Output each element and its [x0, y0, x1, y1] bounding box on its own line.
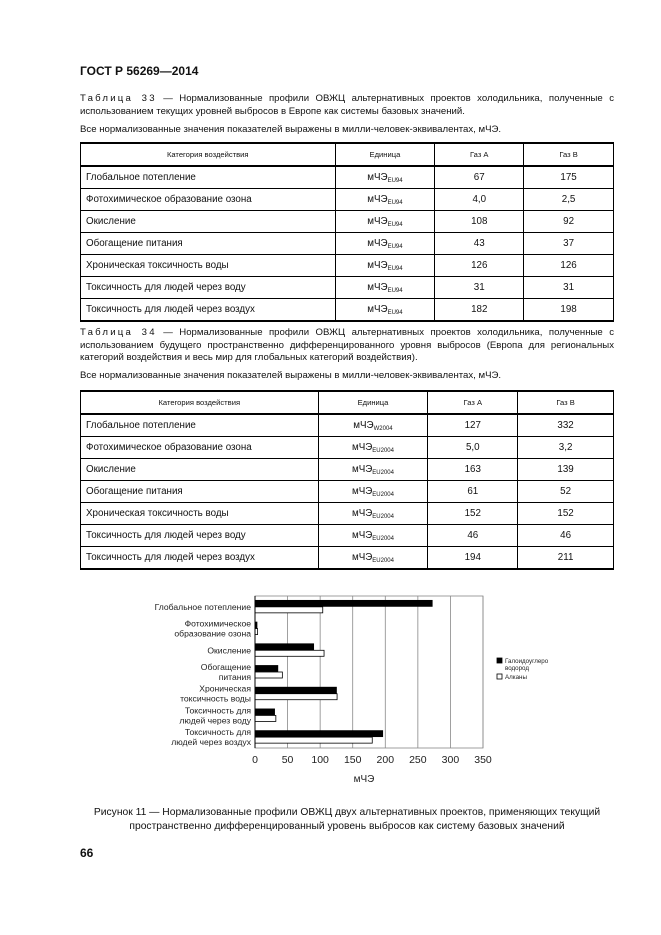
unit-base: мЧЭ — [351, 463, 373, 475]
bar-series1 — [255, 731, 383, 737]
table34-header-category: Категория воздействия — [81, 391, 319, 414]
table33-cell-gas-a: 182 — [435, 299, 524, 322]
table34-row — [81, 481, 614, 503]
table34-cell-unit — [318, 547, 428, 570]
table33-cell-gas-b: 2,5 — [524, 189, 614, 211]
table33-row — [81, 299, 614, 322]
table33-header-unit: Единица — [335, 143, 435, 166]
table33-cell-unit — [335, 277, 435, 299]
unit-subscript: EU94 — [387, 265, 403, 272]
table34-row — [81, 525, 614, 547]
table34-cell-unit — [318, 459, 428, 481]
table33-cell-gas-a: 4,0 — [435, 189, 524, 211]
table34-cell-gas-b: 46 — [518, 525, 614, 547]
bar-series1 — [255, 644, 314, 650]
table34-cell-gas-b: 3,2 — [518, 437, 614, 459]
table34-cell-unit — [318, 437, 428, 459]
unit-base: мЧЭ — [367, 237, 388, 249]
table34 — [80, 390, 614, 570]
table34-header-unit: Единица — [318, 391, 428, 414]
x-axis-label: мЧЭ — [353, 774, 375, 785]
table33-row — [81, 166, 614, 189]
table33-cell-category: Фотохимическое образование озона — [81, 189, 336, 211]
table33-header-gas-b: Газ В — [524, 143, 614, 166]
table33-cell-unit — [335, 189, 435, 211]
table33-cell-category: Токсичность для людей через воздух — [81, 299, 336, 322]
table33-row — [81, 255, 614, 277]
unit-base: мЧЭ — [351, 529, 373, 541]
table33 — [80, 142, 614, 322]
table34-note: Все нормализованные значения показателей выражены в милли-человек-эквивалентах, мЧЭ. — [80, 370, 502, 381]
table34-caption-label: Таблица 34 — [80, 327, 157, 338]
unit-subscript: EU94 — [387, 177, 403, 184]
table33-cell-gas-b: 37 — [524, 233, 614, 255]
table33-header-row — [81, 143, 614, 166]
unit-subscript: EU2004 — [372, 447, 394, 454]
x-tick-label: 300 — [441, 754, 460, 766]
page-number: 66 — [80, 846, 94, 860]
table33-cell-gas-a: 108 — [435, 211, 524, 233]
table34-caption — [80, 327, 614, 365]
bar-series1 — [255, 709, 275, 715]
unit-base: мЧЭ — [367, 303, 388, 315]
x-tick-label: 100 — [311, 754, 329, 766]
bar-series2 — [255, 694, 337, 700]
unit-base: мЧЭ — [351, 485, 373, 497]
legend-swatch — [497, 658, 502, 663]
table34-cell-category: Токсичность для людей через воздух — [81, 547, 319, 570]
unit-base: мЧЭ — [353, 419, 374, 431]
unit-subscript: EU2004 — [372, 513, 394, 520]
table33-caption-text: — Нормализованные профили ОВЖЦ альтернативных проектов холодильника, полученные с использованием текущих уровней выбросов в Европе как системы базовых значений. — [80, 93, 615, 117]
table33-cell-category: Окисление — [81, 211, 336, 233]
table33-cell-gas-b: 175 — [524, 166, 614, 189]
table33-cell-unit — [335, 166, 435, 189]
unit-base: мЧЭ — [367, 215, 388, 227]
category-label: Обогащение питания — [200, 662, 251, 682]
table33-header-gas-a: Газ А — [435, 143, 524, 166]
table34-cell-category: Токсичность для людей через воду — [81, 525, 319, 547]
unit-base: мЧЭ — [351, 551, 373, 563]
table34-cell-category: Глобальное потепление — [81, 414, 319, 437]
category-label: Глобальное потепление — [154, 601, 251, 612]
unit-base: мЧЭ — [367, 259, 388, 271]
table33-row — [81, 189, 614, 211]
table34-cell-gas-a: 46 — [428, 525, 518, 547]
table34-cell-gas-b: 139 — [518, 459, 614, 481]
table33-cell-unit — [335, 299, 435, 322]
category-label: Токсичность для людей через воздух — [171, 727, 251, 748]
unit-subscript: EU94 — [387, 309, 403, 316]
legend-swatch — [497, 674, 502, 679]
unit-subscript: EU2004 — [372, 469, 394, 476]
table34-cell-gas-a: 152 — [428, 503, 518, 525]
table33-cell-gas-a: 31 — [435, 277, 524, 299]
table33-cell-category: Обогащение питания — [81, 233, 336, 255]
unit-base: мЧЭ — [351, 507, 373, 519]
table33-cell-gas-a: 126 — [435, 255, 524, 277]
unit-subscript: EU2004 — [372, 557, 394, 564]
table33-cell-gas-b: 31 — [524, 277, 614, 299]
table33-row — [81, 233, 614, 255]
document-header: ГОСТ Р 56269—2014 — [80, 64, 199, 78]
table34-cell-gas-a: 61 — [428, 481, 518, 503]
category-label: Окисление — [207, 645, 251, 656]
figure11-chart — [100, 586, 580, 788]
unit-base: мЧЭ — [351, 441, 373, 453]
table33-cell-gas-a: 43 — [435, 233, 524, 255]
x-tick-label: 150 — [343, 754, 362, 766]
legend-label: Галоидоуглеро водород — [505, 658, 549, 672]
bar-series2 — [255, 672, 282, 678]
table34-cell-category: Хроническая токсичность воды — [81, 503, 319, 525]
table33-cell-category: Глобальное потепление — [81, 166, 336, 189]
bar-series2 — [255, 650, 324, 656]
table34-header-row — [81, 391, 614, 414]
table33-cell-unit — [335, 211, 435, 233]
unit-subscript: EU94 — [387, 221, 403, 228]
table34-cell-gas-a: 127 — [428, 414, 518, 437]
table33-cell-category: Токсичность для людей через воду — [81, 277, 336, 299]
bar-series2 — [255, 607, 323, 613]
x-tick-label: 50 — [281, 754, 294, 766]
table34-row — [81, 547, 614, 570]
category-label: Хроническая токсичность воды — [180, 683, 251, 704]
unit-base: мЧЭ — [367, 281, 388, 293]
bar-series1 — [255, 666, 278, 672]
table33-cell-gas-b: 92 — [524, 211, 614, 233]
table34-caption-text: — Нормализованные профили ОВЖЦ альтернативных проектов холодильника, полученные с использованием будущего пространственно дифференцированного уровня выбросов (Европа для региональных категорий воздействия и весь мир для глобальных категорий воздействия). — [80, 327, 615, 363]
table33-cell-gas-b: 126 — [524, 255, 614, 277]
table33-cell-unit — [335, 233, 435, 255]
x-tick-label: 200 — [376, 754, 395, 766]
table33-cell-gas-a: 67 — [435, 166, 524, 189]
table34-cell-gas-a: 5,0 — [428, 437, 518, 459]
category-label: Токсичность для людей через воду — [179, 705, 251, 726]
table34-cell-category: Фотохимическое образование озона — [81, 437, 319, 459]
table34-row — [81, 459, 614, 481]
bar-series1 — [255, 600, 432, 606]
bar-series1 — [255, 687, 336, 693]
table34-header-gas-a: Газ А — [428, 391, 518, 414]
table33-cell-unit — [335, 255, 435, 277]
legend-label: Алканы — [505, 674, 527, 681]
x-tick-label: 0 — [252, 754, 258, 766]
table34-cell-unit — [318, 481, 428, 503]
table33-header-category: Категория воздействия — [81, 143, 336, 166]
x-tick-label: 350 — [474, 754, 492, 766]
table34-row — [81, 414, 614, 437]
table33-row — [81, 211, 614, 233]
table34-cell-gas-b: 211 — [518, 547, 614, 570]
plot-area — [255, 596, 483, 748]
table34-cell-unit — [318, 525, 428, 547]
table33-row — [81, 277, 614, 299]
table34-cell-unit — [318, 503, 428, 525]
unit-base: мЧЭ — [367, 171, 388, 183]
x-tick-label: 250 — [409, 754, 427, 766]
bar-series2 — [255, 737, 372, 743]
table33-cell-gas-b: 198 — [524, 299, 614, 322]
table34-cell-gas-b: 52 — [518, 481, 614, 503]
table34-cell-gas-a: 194 — [428, 547, 518, 570]
table33-caption-label: Таблица 33 — [80, 93, 157, 104]
unit-subscript: EU2004 — [372, 535, 394, 542]
unit-subscript: EU94 — [387, 243, 403, 250]
table33-caption — [80, 93, 614, 118]
unit-subscript: EU94 — [387, 287, 403, 294]
table34-row — [81, 437, 614, 459]
table34-cell-category: Обогащение питания — [81, 481, 319, 503]
table34-cell-category: Окисление — [81, 459, 319, 481]
unit-subscript: EU94 — [387, 199, 403, 206]
table34-cell-gas-b: 332 — [518, 414, 614, 437]
table34-cell-unit — [318, 414, 428, 437]
table34-cell-gas-a: 163 — [428, 459, 518, 481]
figure-caption: Рисунок 11 — Нормализованные профили ОВЖЦ двух альтернативных проектов, применяющих текущий пространственно дифференцированный уровень выбросов как систему базовых значений — [93, 807, 601, 832]
table34-header-gas-b: Газ В — [518, 391, 614, 414]
bar-series2 — [255, 715, 276, 721]
unit-subscript: EU2004 — [372, 491, 394, 498]
category-label: Фотохимическое образование озона — [174, 618, 251, 639]
table33-note: Все нормализованные значения показателей выражены в милли-человек-эквивалентах, мЧЭ. — [80, 124, 502, 135]
table34-cell-gas-b: 152 — [518, 503, 614, 525]
table33-cell-category: Хроническая токсичность воды — [81, 255, 336, 277]
table34-row — [81, 503, 614, 525]
unit-subscript: W2004 — [373, 425, 393, 432]
unit-base: мЧЭ — [367, 193, 388, 205]
